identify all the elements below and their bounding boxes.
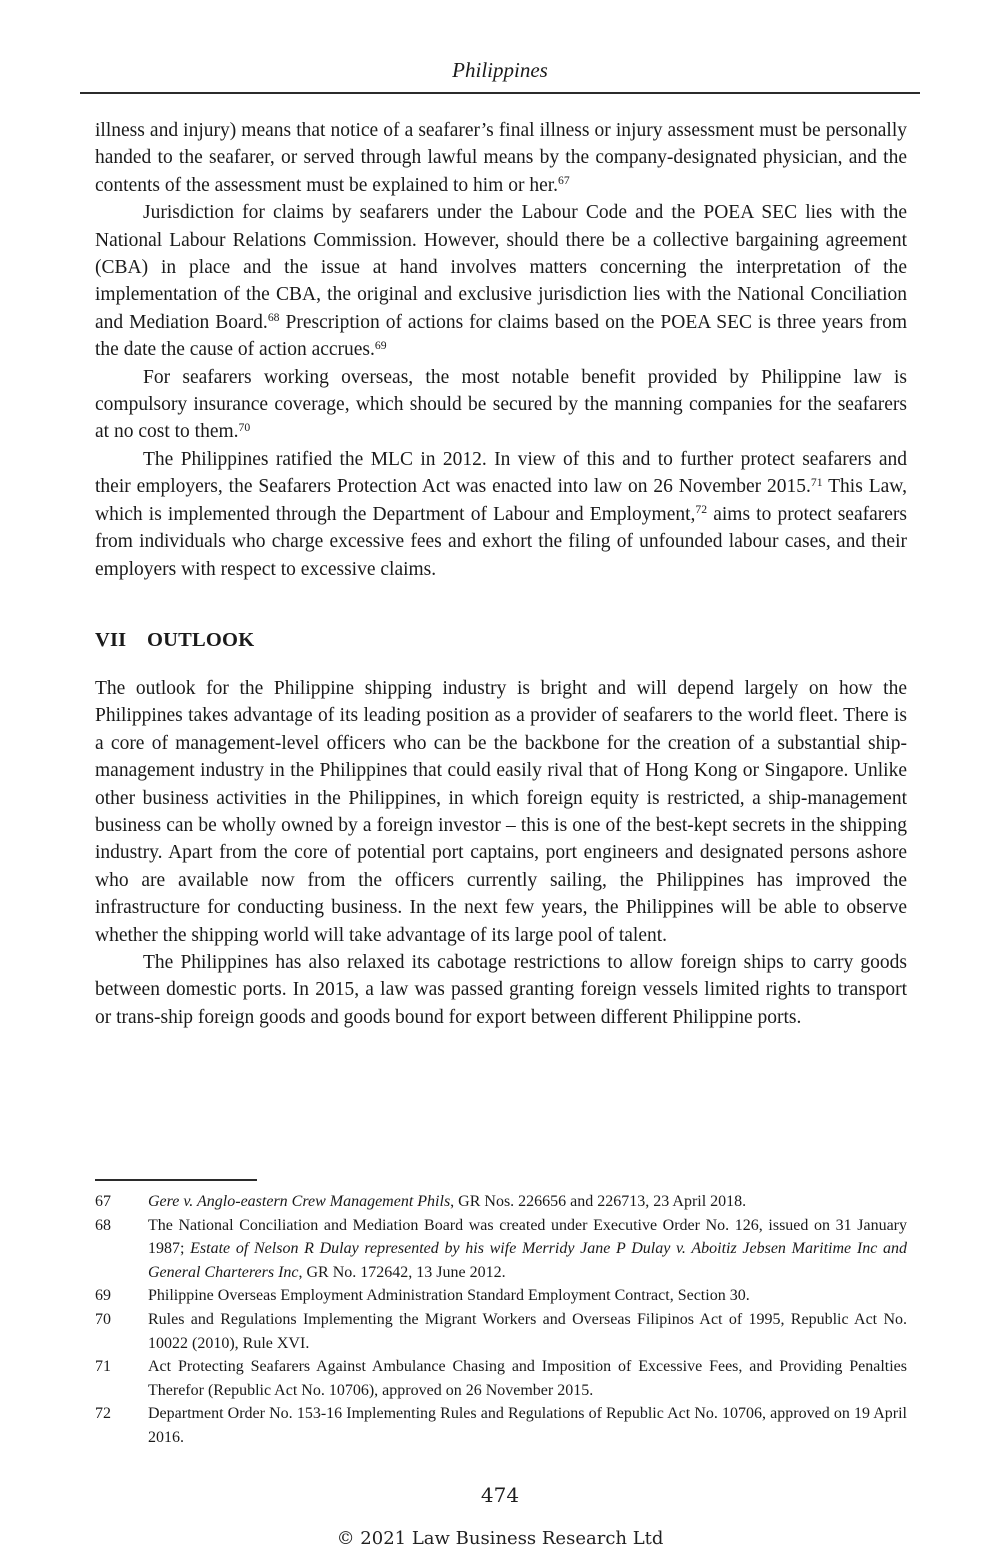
case-citation: Gere v. Anglo-eastern Crew Management Phils	[148, 1193, 451, 1210]
body-paragraph	[95, 446, 907, 583]
text-run: Department Order No. 153-16 Implementing Rules and Regulations of Republic Act No. 10706, approved on 19 April 2016.	[148, 1405, 907, 1446]
running-header-title: Philippines	[452, 58, 548, 82]
text-run: Rules and Regulations Implementing the Migrant Workers and Overseas Filipinos Act of 1995, Republic Act No. 10022 (2010), Rule XVI.	[148, 1310, 907, 1352]
page-number: 474	[480, 1483, 520, 1507]
text-run: For seafarers working overseas, the most notable benefit provided by Philippine law is compulsory insurance coverage, which should be secured by the manning companies for the seafarers at no cost to them.	[95, 366, 907, 443]
footnotes-section	[95, 1179, 907, 1450]
footnote-item	[95, 1284, 907, 1308]
footnote-text	[148, 1355, 907, 1402]
section-heading	[95, 627, 907, 654]
footnote-item	[95, 1308, 907, 1355]
footnote-text	[148, 1190, 907, 1214]
footnote-list	[95, 1190, 907, 1450]
footnote-separator	[95, 1179, 257, 1181]
footnote-item	[95, 1190, 907, 1214]
footnote-reference: 70	[238, 421, 251, 435]
footnote-reference: 67	[558, 174, 570, 188]
body-paragraph	[95, 949, 907, 1031]
footnote-reference: 71	[810, 475, 823, 489]
body-paragraph	[95, 117, 907, 199]
section-number: VII	[95, 628, 127, 651]
text-run: illness and injury) means that notice of a seafarer’s final illness or injury assessment must be personally handed to the seafarer, or served through lawful means by the company-designated physician, and the contents of the assessment must be explained to him or her.	[95, 120, 907, 196]
footnote-number: 69	[95, 1287, 111, 1305]
text-run: , GR Nos. 226656 and 226713, 23 April 2018.	[450, 1193, 747, 1210]
footnote-item	[95, 1355, 907, 1402]
footnote-item	[95, 1402, 907, 1449]
text-run: The Philippines ratified the MLC in 2012. In view of this and to further protect seafarers and their employers, the Seafarers Protection Act was enacted into law on 26 November 2015.	[95, 448, 907, 498]
footnote-item	[95, 1214, 907, 1285]
case-citation: Estate of Nelson R Dulay represented by his wife Merridy Jane P Dulay v. Aboitiz Jebsen Maritime Inc and General Charterers Inc	[148, 1240, 907, 1281]
body-paragraph	[95, 675, 907, 949]
footnote-text	[148, 1284, 907, 1308]
text-run: Act Protecting Seafarers Against Ambulance Chasing and Imposition of Excessive Fees, and Providing Penalties Therefor (Republic Act No. 10706), approved on 26 November 2015.	[148, 1358, 907, 1399]
copyright-line: © 2021 Law Business Research Ltd	[336, 1528, 664, 1549]
text-run: The Philippines has also relaxed its cabotage restrictions to allow foreign ships to carry goods between domestic ports. In 2015, a law was passed granting foreign vessels limited rights to transport or trans-ship foreign goods and goods bound for export between different Philippine ports.	[95, 951, 907, 1028]
footnote-text	[148, 1214, 907, 1285]
footnote-text	[148, 1308, 907, 1355]
text-run: , GR No. 172642, 13 June 2012.	[298, 1263, 506, 1281]
text-run: Jurisdiction for claims by seafarers under the Labour Code and the POEA SEC lies with the National Labour Relations Commission. However, should there be a collective bargaining agreement (CBA) in place and the issue at hand involves matters concerning the interpretation of the implementation of the CBA, the original and exclusive jurisdiction lies with the National Conciliation and Mediation Board.	[95, 202, 907, 333]
section-title: OUTLOOK	[147, 628, 255, 651]
footnote-reference: 69	[374, 338, 387, 352]
footnote-number: 72	[95, 1405, 111, 1423]
footnote-number: 71	[95, 1358, 111, 1376]
footnote-number: 68	[95, 1216, 111, 1234]
text-run: aims to protect seafarers from individuals who charge excessive fees and exhort the filing of unfounded labour cases, and their employers with respect to excessive claims.	[95, 503, 907, 580]
footnote-number: 67	[95, 1193, 111, 1210]
body-paragraph	[95, 364, 907, 446]
paragraph-group-top	[95, 117, 907, 583]
body-text	[95, 117, 907, 1031]
footnote-text	[148, 1402, 907, 1449]
footnote-reference: 68	[267, 311, 280, 325]
footnote-number: 70	[95, 1310, 111, 1328]
text-run: The outlook for the Philippine shipping industry is bright and will depend largely on how the Philippines takes advantage of its leading position as a provider of seafarers to the world fleet. There is a core of management-level officers who can be the backbone for the creation of a substantial ship-management industry in the Philippines that could easily rival that of Hong Kong or Singapore. Unlike other business activities in the Philippines, in which foreign equity is restricted, a ship-management business can be wholly owned by a foreign investor – this is one of the best-kept secrets in the shipping industry. Apart from the core of potential port captains, port engineers and designated persons ashore who are available now from the officers currently sailing, the Philippines has improved the infrastructure for conducting business. In the next few years, the Philippines will be able to observe whether the shipping world will take advantage of its large pool of talent.	[95, 677, 907, 946]
footnote-reference: 72	[695, 503, 708, 517]
header-rule	[80, 92, 920, 94]
text-run: Philippine Overseas Employment Administration Standard Employment Contract, Section 30.	[148, 1287, 750, 1305]
body-paragraph	[95, 199, 907, 363]
text-run: This Law, which is implemented through the Department of Labour and Employment,	[95, 476, 907, 525]
paragraph-group-outlook	[95, 675, 907, 1031]
text-run: Prescription of actions for claims based on the POEA SEC is three years from the date the cause of action accrues.	[95, 311, 907, 361]
text-run: The National Conciliation and Mediation Board was created under Executive Order No. 126, issued on 31 January 1987;	[148, 1216, 907, 1258]
